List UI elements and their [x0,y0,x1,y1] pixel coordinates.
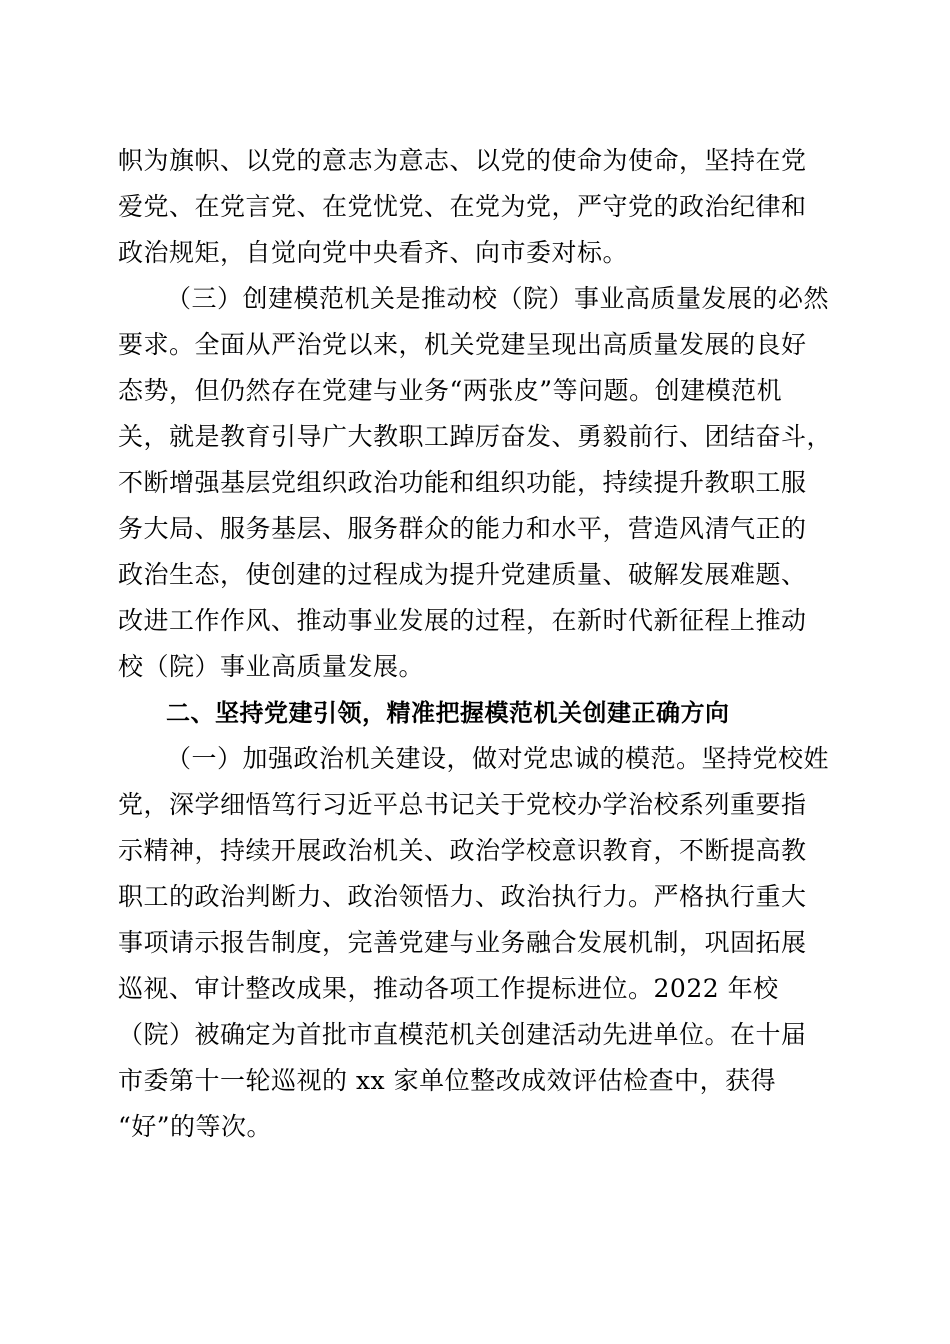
text-line: 市委第十一轮巡视的 xx 家单位整改成效评估检查中，获得 [118,1066,777,1095]
text-line: “好”的等次。 [118,1112,273,1141]
text-line: 巡视、审计整改成果，推动各项工作提标进位。2022 年校 [118,974,779,1003]
text-line: 爱党、在党言党、在党忧党、在党为党，严守党的政治纪律和 [118,192,807,221]
text-line: 不断增强基层党组织政治功能和组织功能，持续提升教职工服 [118,468,807,497]
subsection-heading-3: （三）创建模范机关是推动校（院）事业高质量发展的必然 [166,284,830,313]
text-line: 政治生态，使创建的过程成为提升党建质量、破解发展难题、 [118,560,807,589]
text-line: 务大局、服务基层、服务群众的能力和水平，营造风清气正的 [118,514,807,543]
subsection-heading-1: （一）加强政治机关建设，做对党忠诚的模范。坚持党校姓 [166,744,830,773]
text-line: 党，深学细悟笃行习近平总书记关于党校办学治校系列重要指 [118,790,807,819]
text-line: 校（院）事业高质量发展。 [118,652,425,681]
text-line: 职工的政治判断力、政治领悟力、政治执行力。严格执行重大 [118,882,807,911]
text-line: 政治规矩，自觉向党中央看齐、向市委对标。 [118,238,629,267]
text-line: 关，就是教育引导广大教职工踔厉奋发、勇毅前行、团结奋斗， [118,422,833,451]
text-line: （院）被确定为首批市直模范机关创建活动先进单位。在十届 [118,1020,807,1049]
text-line: 态势，但仍然存在党建与业务“两张皮”等问题。创建模范机 [118,376,783,405]
section-heading-2: 二、坚持党建引领，精准把握模范机关创建正确方向 [166,699,730,727]
text-line: 帜为旗帜、以党的意志为意志、以党的使命为使命，坚持在党 [118,146,807,175]
text-line: 要求。全面从严治党以来，机关党建呈现出高质量发展的良好 [118,330,807,359]
text-line: 示精神，持续开展政治机关、政治学校意识教育，不断提高教 [118,836,807,865]
text-line: 事项请示报告制度，完善党建与业务融合发展机制，巩固拓展 [118,928,807,957]
text-line: 改进工作作风、推动事业发展的过程，在新时代新征程上推动 [118,606,807,635]
